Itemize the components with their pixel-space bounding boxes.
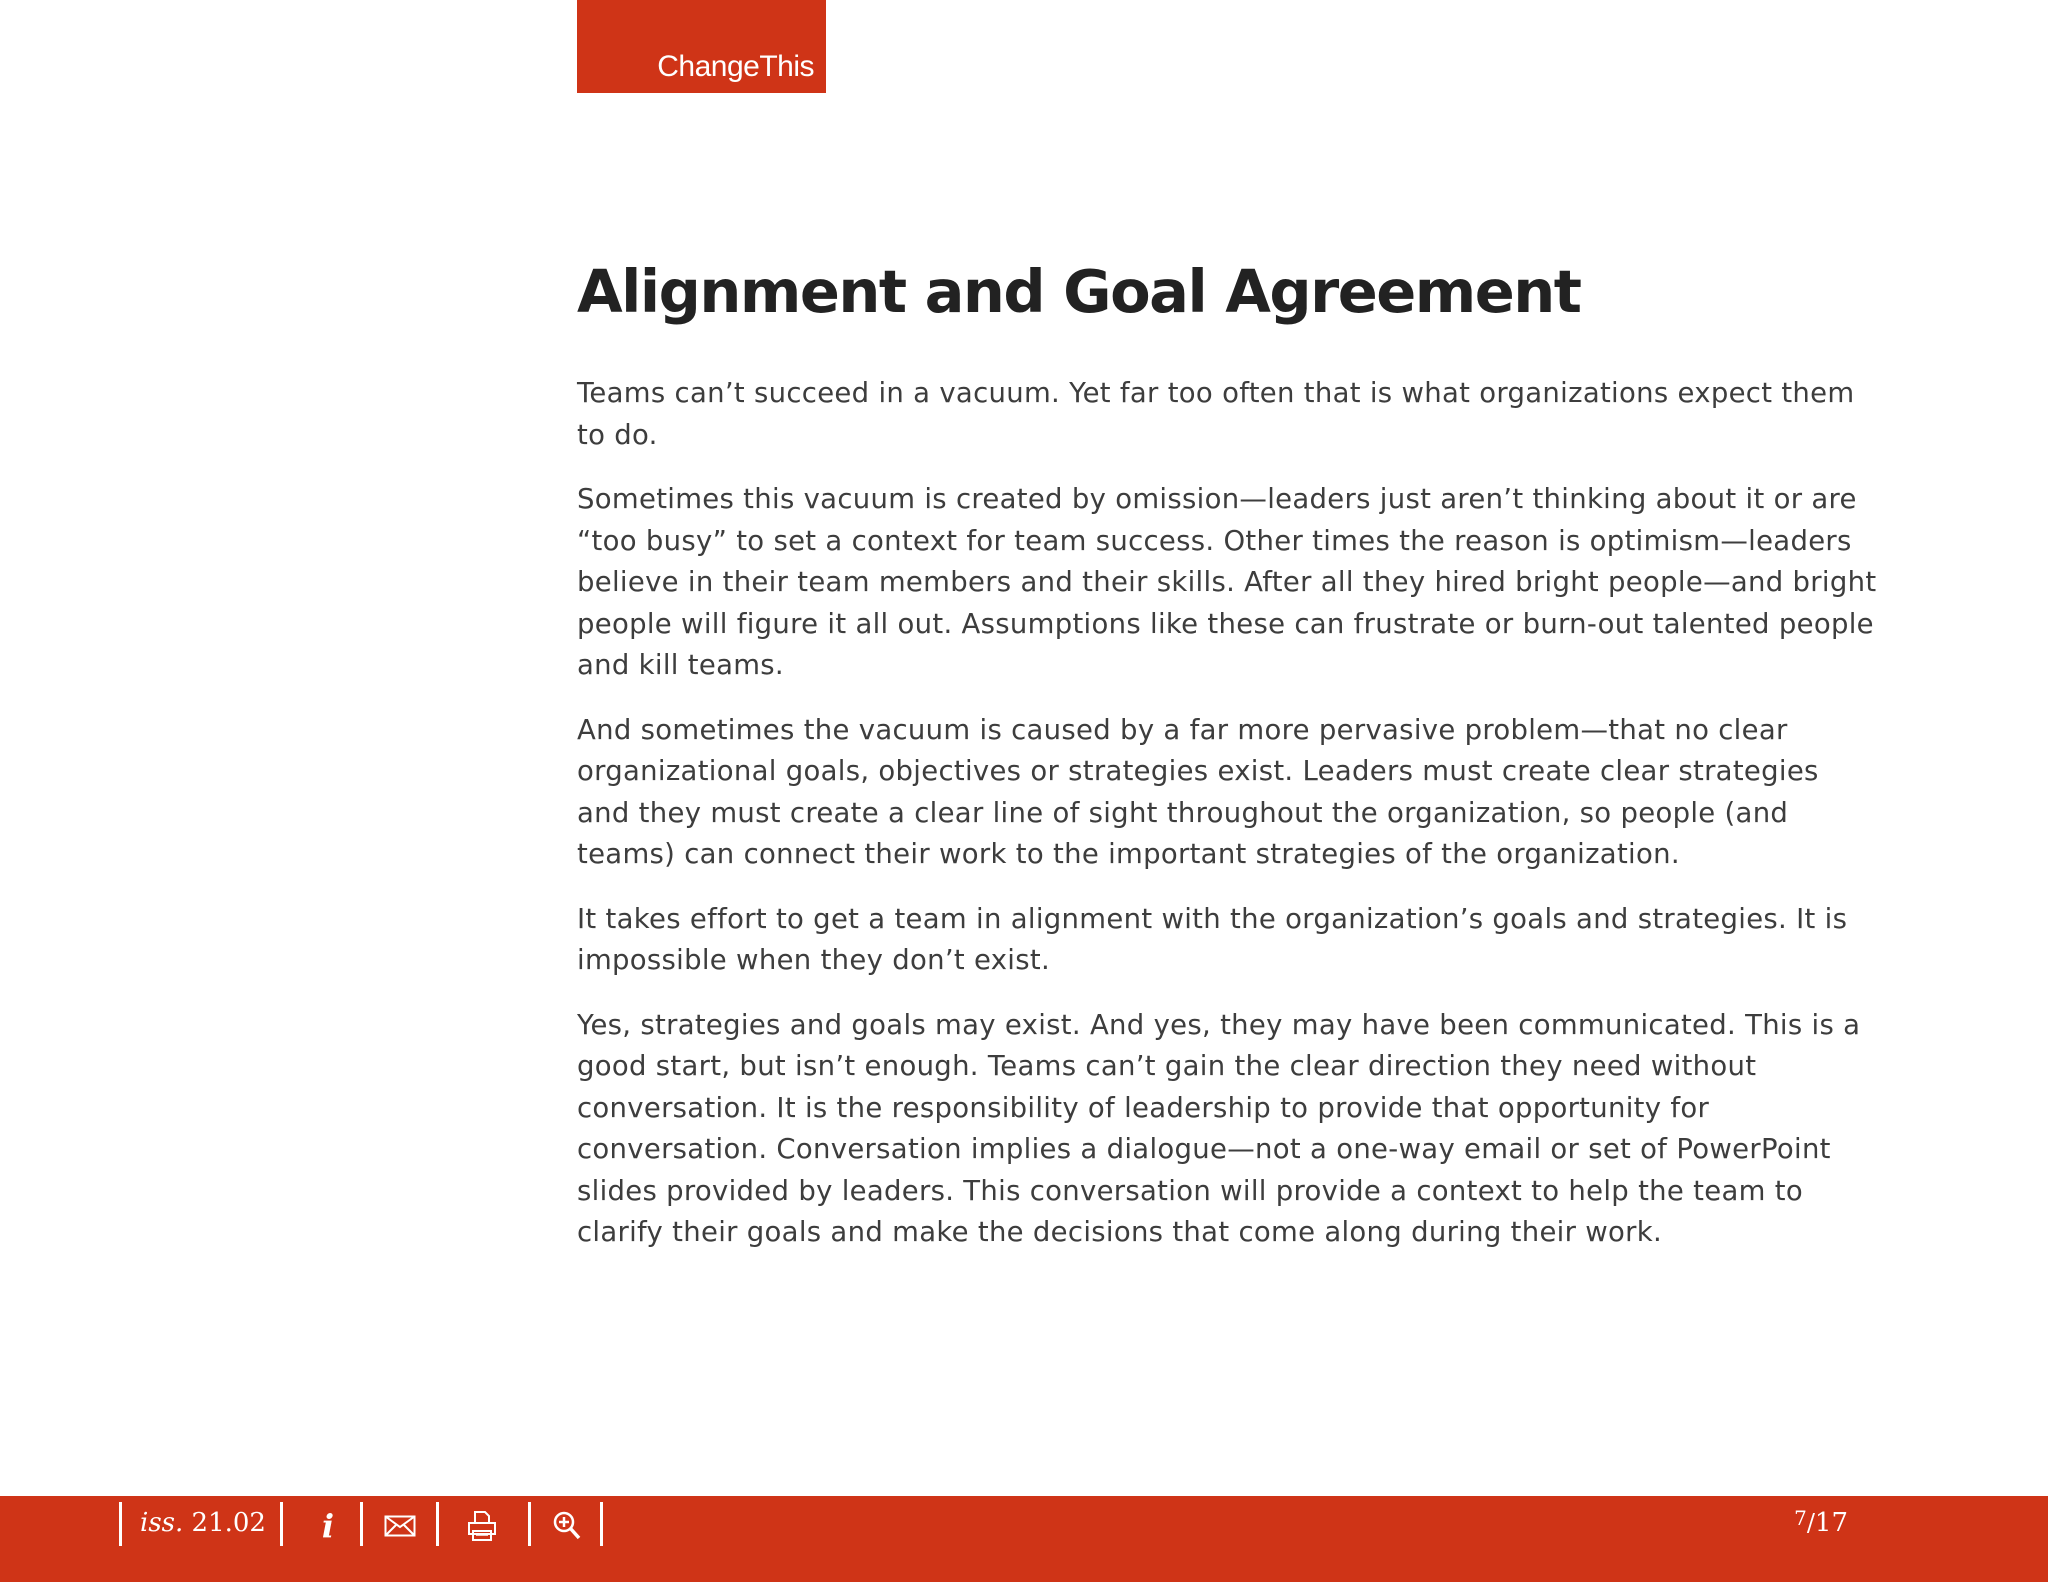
paragraph: Teams can’t succeed in a vacuum. Yet far too often that is what organizations expect them to do. bbox=[577, 377, 1855, 451]
envelope-icon[interactable] bbox=[380, 1506, 420, 1546]
page-separator: / bbox=[1806, 1509, 1815, 1537]
issue-number: 21.02 bbox=[191, 1508, 266, 1538]
toolbar-divider bbox=[600, 1502, 603, 1546]
printer-icon[interactable] bbox=[462, 1506, 502, 1546]
info-icon[interactable]: i bbox=[321, 1507, 335, 1545]
toolbar-divider bbox=[360, 1502, 363, 1546]
current-page: 7 bbox=[1794, 1506, 1807, 1530]
brand-tab bbox=[577, 0, 826, 93]
paragraph: Sometimes this vacuum is created by omission—leaders just aren’t thinking about it or are “too busy” to set a context for team success. Other times the reason is optimism—leaders believe in their team members and their skills. After all they hired bright people—and bright people will figure it all out. Assumptions like these can frustrate or burn-out talented people and kill teams. bbox=[577, 483, 1877, 681]
total-pages: 17 bbox=[1814, 1508, 1848, 1538]
article-body bbox=[577, 373, 1877, 1277]
toolbar-divider bbox=[280, 1502, 283, 1546]
zoom-in-icon[interactable] bbox=[547, 1506, 587, 1546]
paragraph: And sometimes the vacuum is caused by a far more pervasive problem—that no clear organizational goals, objectives or strategies exist. Leaders must create clear strategies and they must create a clear line of sight throughout the organization, so people (and teams) can connect their work to the important strategies of the organization. bbox=[577, 713, 1819, 870]
paragraph: Yes, strategies and goals may exist. And yes, they may have been communicated. This is a good start, but isn’t enough. Teams can’t gain the clear direction they need without conversation. It is the responsibility of leadership to provide that opportunity for conversation. Conversation implies a dialogue—not a one-way email or set of PowerPoint slides provided by leaders. This conversation will provide a context to help the team to clarify their goals and make the decisions that come along during their work. bbox=[577, 1008, 1861, 1248]
brand-logo: ChangeThis bbox=[657, 50, 814, 83]
page-title: Alignment and Goal Agreement bbox=[577, 257, 1581, 326]
footer-toolbar bbox=[0, 1496, 2048, 1582]
toolbar-divider bbox=[436, 1502, 439, 1546]
toolbar-divider bbox=[119, 1502, 122, 1546]
issue-label bbox=[140, 1510, 266, 1536]
toolbar-divider bbox=[528, 1502, 531, 1546]
issue-prefix: iss. bbox=[140, 1508, 184, 1538]
paragraph: It takes effort to get a team in alignment with the organization’s goals and strategies. It is impossible when they don’t exist. bbox=[577, 902, 1848, 976]
page-indicator bbox=[1794, 1508, 1848, 1536]
